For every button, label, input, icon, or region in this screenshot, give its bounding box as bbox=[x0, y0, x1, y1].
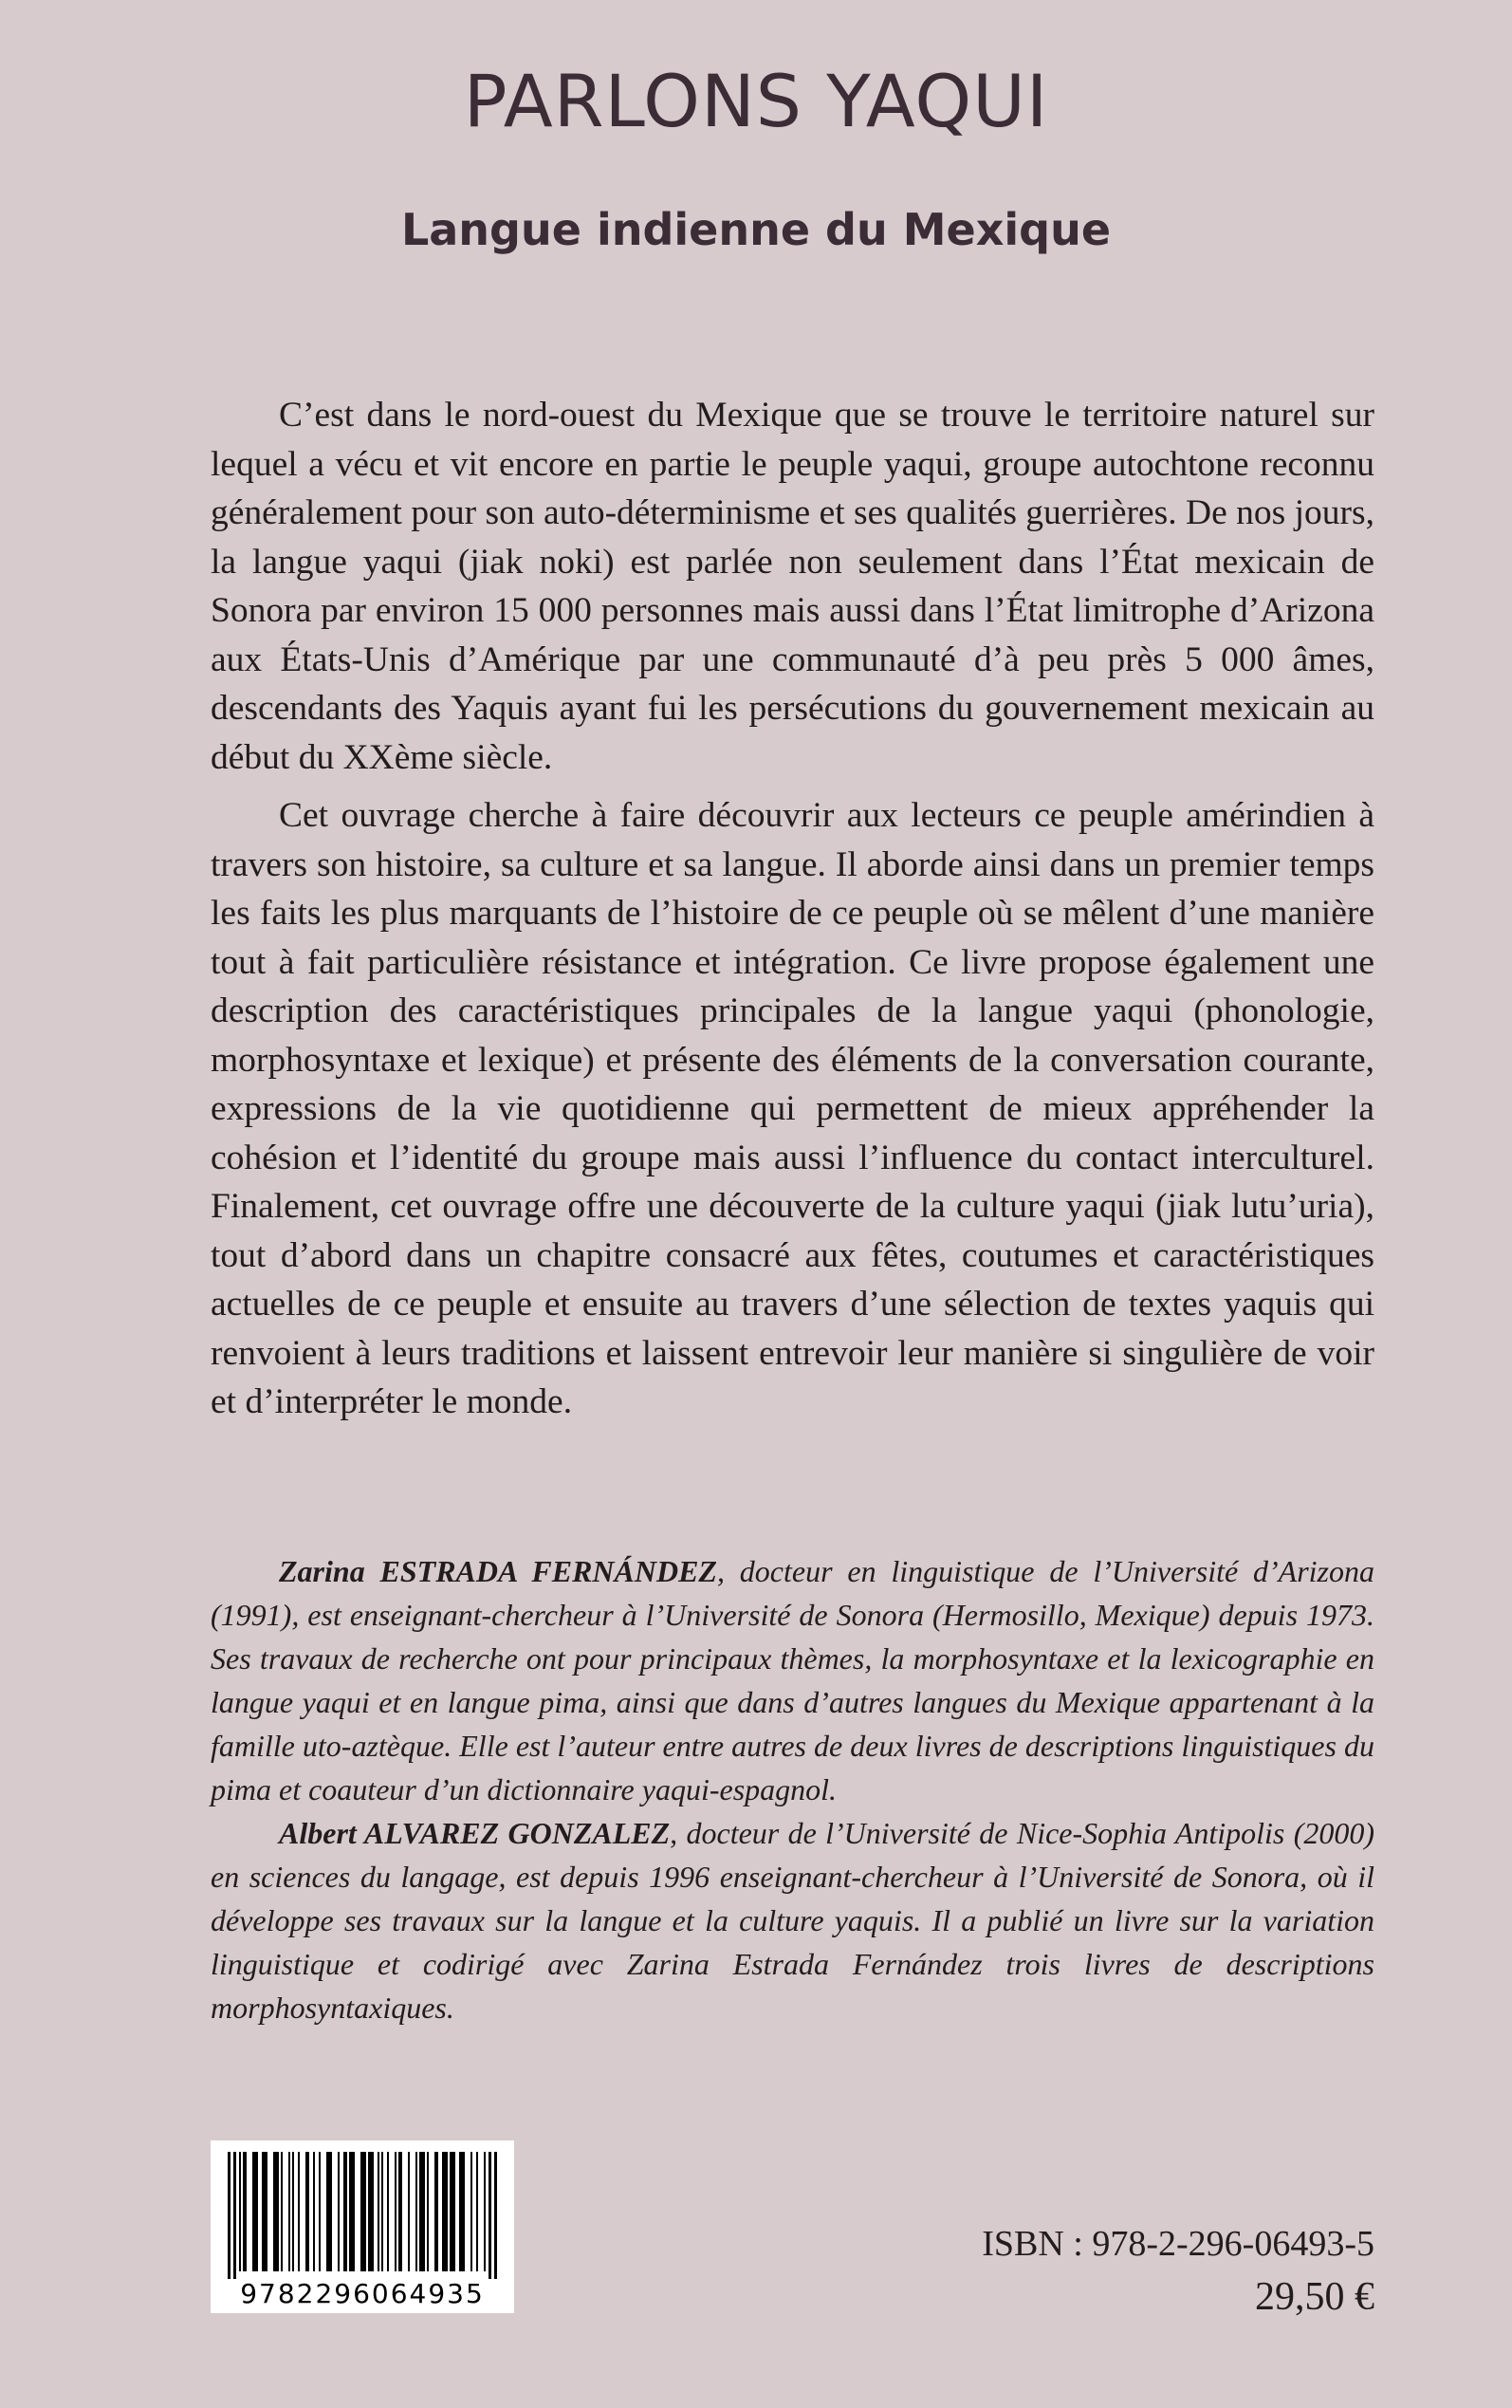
barcode-bar bbox=[338, 2152, 340, 2271]
barcode-bar bbox=[442, 2152, 448, 2271]
barcode-bar bbox=[313, 2152, 315, 2271]
barcode-bar bbox=[427, 2152, 429, 2271]
barcode-bar bbox=[459, 2152, 465, 2271]
book-title: PARLONS YAQUI bbox=[463, 59, 1049, 143]
barcode-bar bbox=[262, 2152, 267, 2271]
book-subtitle: Langue indienne du Mexique bbox=[400, 204, 1112, 255]
barcode-number: 9782296064935 bbox=[240, 2278, 485, 2309]
barcode-bar bbox=[326, 2152, 332, 2271]
description-paragraph: C’est dans le nord-ouest du Mexique que se trouve le territoire naturel sur lequel a vécu et vit encore en partie le peuple yaqui, groupe autochtone reconnu généralement pour son auto-déterminisme et ses qualités guerrières. De nos jours, la langue yaqui (jiak noki) est parlée non seulement dans l’État mexicain de Sonora par environ 15 000 personnes mais aussi dans l’État limitrophe d’Arizona aux États-Unis d’Amérique par une communauté d’à peu près 5 000 âmes, descendants des Yaquis ayant fui les persécutions du gouvernement mexicain au début du XXème siècle. bbox=[211, 396, 1374, 777]
barcode-bar bbox=[239, 2152, 241, 2271]
description-paragraph: Cet ouvrage cherche à faire découvrir aux lecteurs ce peuple amérindien à travers son histoire, sa culture et sa langue. Il aborde ainsi dans un premier temps les faits les plus marquants de l’histoire de ce peuple où se mêlent d’une manière tout à fait particulière résistance et intégration. Ce livre propose également une description des caractéristiques principales de la langue yaqui (phonologie, morphosyntaxe et lexique) et présente des éléments de la conversation courante, expressions de la vie quotidienne qui permettent de mieux appréhender la cohésion et l’identité du groupe mais aussi l’influence du contact interculturel. Finalement, cet ouvrage offre une découverte de la culture yaqui (jiak lutu’uria), tout d’abord dans un chapitre consacré aux fêtes, coutumes et caractéristiques actuelles de ce peuple et ensuite au travers d’une sélection de textes yaquis qui renvoient à leurs traditions et laissent entrevoir leur manière si singulière de voir et d’interpréter le monde. bbox=[211, 796, 1374, 1421]
author-name: Albert ALVAREZ GONZALEZ bbox=[279, 1816, 671, 1850]
barcode-bar bbox=[395, 2152, 396, 2271]
barcode-bar bbox=[450, 2152, 455, 2271]
barcode-bar bbox=[415, 2152, 417, 2271]
barcode bbox=[211, 2140, 514, 2313]
barcode-bar bbox=[368, 2152, 374, 2271]
barcode-bar bbox=[349, 2152, 355, 2271]
barcode-bar bbox=[489, 2152, 491, 2279]
barcode-bar bbox=[292, 2152, 294, 2271]
barcode-bar bbox=[387, 2152, 389, 2271]
author-bio bbox=[211, 1549, 1374, 1811]
barcode-bar bbox=[408, 2152, 410, 2271]
isbn: ISBN : 978-2-296-06493-5 bbox=[982, 2224, 1374, 2264]
barcode-bar bbox=[288, 2152, 290, 2271]
barcode-bar bbox=[319, 2152, 321, 2271]
author-biographies bbox=[211, 1549, 1374, 2029]
author-bio bbox=[211, 1811, 1374, 2029]
barcode-bars bbox=[211, 2140, 514, 2283]
barcode-bar bbox=[273, 2152, 279, 2271]
barcode-bar bbox=[476, 2152, 478, 2271]
barcode-bar bbox=[360, 2152, 366, 2271]
author-bio-text: , docteur de l’Université de Nice-Sophia Antipolis (2000) en sciences du langage, est depuis 1996 enseignant-chercheur à l’Université de Sonora, où il développe ses travaux sur la langue et la culture yaquis. Il a publié un livre sur la variation linguistique et codirigé avec Zarina Estrada Fernández trois livres de descriptions morphosyntaxiques. bbox=[211, 1816, 1375, 2025]
barcode-bar bbox=[343, 2152, 347, 2271]
book-description bbox=[211, 391, 1374, 1436]
barcode-bar bbox=[434, 2152, 438, 2271]
barcode-bar bbox=[233, 2152, 236, 2279]
barcode-bar bbox=[252, 2152, 258, 2271]
barcode-bar bbox=[419, 2152, 425, 2271]
barcode-bar bbox=[281, 2152, 283, 2271]
barcode-bar bbox=[305, 2152, 309, 2271]
barcode-bar bbox=[484, 2152, 486, 2271]
author-name: Zarina ESTRADA FERNÁNDEZ bbox=[279, 1554, 717, 1588]
barcode-bar bbox=[228, 2152, 230, 2279]
barcode-bar bbox=[243, 2152, 247, 2271]
barcode-bar bbox=[298, 2152, 300, 2271]
author-bio-text: , docteur en linguistique de l’Université d’Arizona (1991), est enseignant-chercheur à l’Université de Sonora (Hermosillo, Mexique) depuis 1973. Ses travaux de recherche ont pour principaux thèmes, la morphosyntaxe et la lexicographie en langue yaqui et en langue pima, ainsi que dans d’autres langues du Mexique appartenant à la famille uto-aztèque. Elle est l’auteur entre autres de deux livres de descriptions linguistiques du pima et coauteur d’un dictionnaire yaqui-espagnol. bbox=[211, 1554, 1375, 1806]
barcode-bar bbox=[381, 2152, 383, 2271]
barcode-bar bbox=[494, 2152, 497, 2279]
barcode-bar bbox=[470, 2152, 472, 2271]
price: 29,50 € bbox=[1255, 2275, 1374, 2319]
barcode-bar bbox=[378, 2152, 379, 2271]
barcode-bar bbox=[398, 2152, 402, 2271]
